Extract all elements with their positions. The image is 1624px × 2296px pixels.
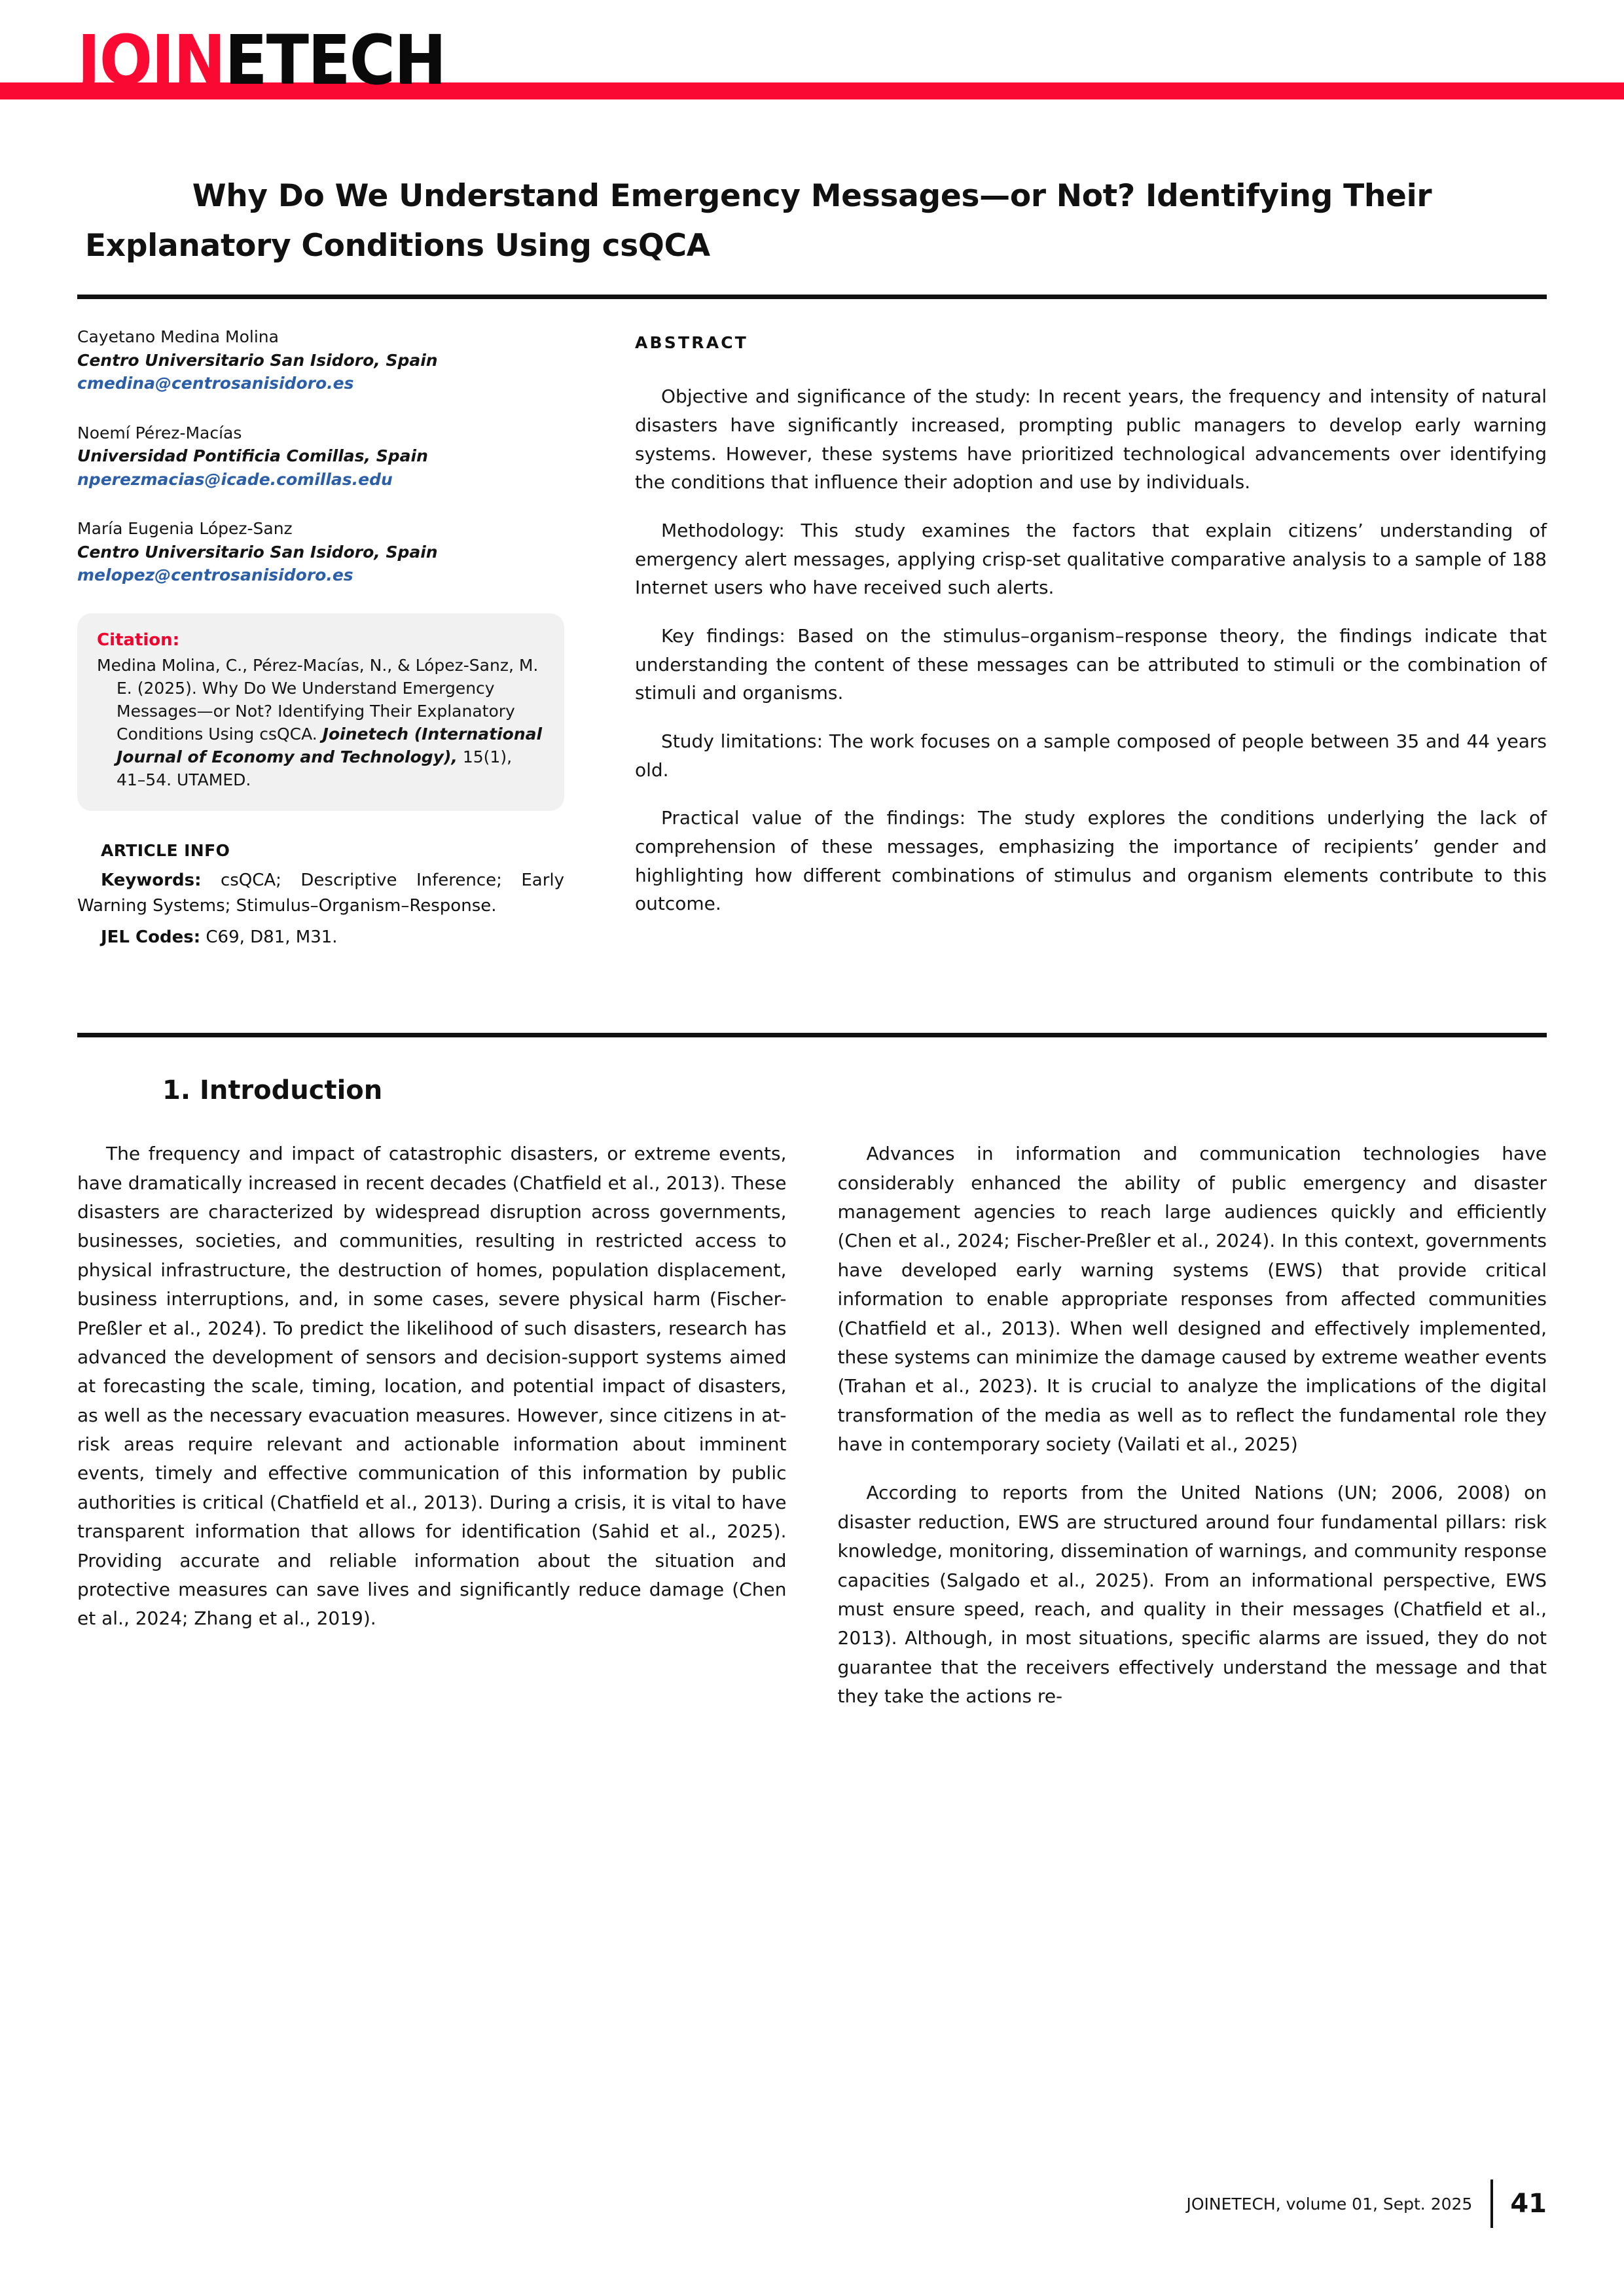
author-email-link[interactable]: melopez@centrosanisidoro.es: [77, 565, 353, 585]
header-columns: [77, 325, 1547, 956]
keywords-label: Keywords:: [101, 870, 202, 890]
jel-codes-line: [77, 925, 564, 951]
masthead: [0, 0, 1624, 118]
jel-label: JEL Codes:: [101, 927, 201, 947]
title-block: [77, 171, 1547, 271]
abstract-heading: ABSTRACT: [635, 333, 749, 353]
citation-journal-name: Joinetech (International Journal of Economy and Technology),: [117, 724, 543, 766]
section-divider: [77, 1033, 1547, 1037]
abstract-paragraph: Methodology: This study examines the factors that explain citizens’ understanding of emergency alert messages, applying crisp-set qualitative comparative analysis to a sample of 188 Internet users who have received such alerts.: [635, 519, 1547, 599]
author-affiliation: Universidad Pontificia Comillas, Spain: [77, 446, 428, 466]
page-number: 41: [1510, 2189, 1547, 2219]
jel-value: C69, D81, M31.: [206, 927, 338, 947]
title-divider: [77, 295, 1547, 299]
author-column: [77, 325, 601, 956]
citation-box: [77, 613, 564, 811]
abstract-paragraph: Practical value of the findings: The study explores the conditions underlying the lack of comprehension of these messages, emphasizing the importance of recipients’ gender and highlighting how different combinations of stimulus and organism elements contribute to this outcome.: [635, 807, 1547, 915]
citation-part-1: Medina Molina, C., Pérez-Macías, N., & López-Sanz, M. E. (2025). Why Do We Understand Emergency Messages—or Not? Identifying Their Explanatory Conditions Using csQCA.: [97, 655, 539, 744]
body-paragraph: Advances in information and communication technologies have considerably enhanced the ability of public emergency and disaster management agencies to reach large audiences quickly and efficiently (Chen et al., 2024; Fischer-Preßler et al., 2024). In this context, governments have developed early warning systems (EWS) that provide critical information to enable appropriate responses from affected communities (Chatfield et al., 2013). When well designed and effectively implemented, these systems can minimize the damage caused by extreme weather events (Trahan et al., 2023). It is crucial to analyze the implications of the digital transformation of the media as well as to reflect the fundamental role they have in contemporary society (Vailati et al., 2025): [837, 1143, 1547, 1456]
page-footer: [77, 2179, 1547, 2228]
logo-text-etech: ETECH: [225, 20, 446, 100]
keywords-line: [77, 868, 564, 920]
citation-text: [97, 654, 545, 791]
body-column-left: [77, 1139, 787, 1731]
author-affiliation: Centro Universitario San Isidoro, Spain: [77, 350, 438, 370]
abstract-paragraph: Key findings: Based on the stimulus–organism–response theory, the findings indicate that understanding the content of these messages can be attributed to stimuli or the combination of stimuli and organisms.: [635, 624, 1547, 704]
author-name: María Eugenia López-Sanz: [77, 519, 293, 539]
abstract-paragraph: Study limitations: The work focuses on a sample composed of people between 35 and 44 years old.: [635, 730, 1547, 781]
citation-label: Citation:: [97, 630, 180, 650]
article-info-heading: ARTICLE INFO: [101, 840, 230, 860]
page-title: [85, 171, 1539, 271]
abstract-paragraph: Objective and significance of the study: In recent years, the frequency and intensity of natural disasters have significantly increased, prompting public managers to develop early warning systems. However, these systems have prioritized technological advancements over identifying the conditions that influence their adoption and use by individuals.: [635, 386, 1547, 493]
body-column-right: [838, 1139, 1547, 1731]
author-name: Cayetano Medina Molina: [77, 327, 279, 347]
author-email-link[interactable]: cmedina@centrosanisidoro.es: [77, 374, 354, 393]
footer-journal-info: JOINETECH, volume 01, Sept. 2025: [1186, 2194, 1473, 2214]
body-paragraph: The frequency and impact of catastrophic disasters, or extreme events, have dramatically increased in recent decades (Chatfield et al., 2013). These disasters are characterized by widespread disruption across governments, businesses, societies, and communities, resulting in restricted access to physical infrastructure, the destruction of homes, population displacement, business interruptions, and, in some cases, severe physical harm (Fischer-Preßler et al., 2024). To predict the likelihood of such disasters, research has advanced the development of sensors and decision-support systems aimed at forecasting the scale, timing, location, and potential impact of disasters, as well as the necessary evacuation measures. However, since citizens in at-risk areas require relevant and actionable information about imminent events, timely and effective communication of this information by public authorities is critical (Chatfield et al., 2013). During a crisis, it is vital to have transparent information that allows for identification (Sahid et al., 2025). Providing accurate and reliable information about the situation and protective measures can save lives and significantly reduce damage (Chen et al., 2024; Zhang et al., 2019).: [77, 1143, 787, 1630]
author-entry: [77, 422, 564, 492]
title-line-2: Explanatory Conditions Using csQCA: [85, 228, 710, 264]
section-heading-introduction: 1. Introduction: [162, 1075, 383, 1106]
journal-logo: [77, 20, 446, 100]
author-entry: [77, 325, 564, 395]
page-body: [0, 171, 1624, 1731]
author-affiliation: Centro Universitario San Isidoro, Spain: [77, 542, 438, 562]
body-columns: [77, 1139, 1547, 1731]
article-info-block: [77, 841, 564, 951]
logo-text-join: JOIN: [77, 20, 225, 100]
introduction-section: [77, 1033, 1547, 1731]
title-line-1: Why Do We Understand Emergency Messages—or Not? Identifying Their: [192, 178, 1432, 214]
body-paragraph: According to reports from the United Nations (UN; 2006, 2008) on disaster reduction, EWS are structured around four fundamental pillars: risk knowledge, monitoring, dissemination of warnings, and community response capacities (Salgado et al., 2025). From an informational perspective, EWS must ensure speed, reach, and quality in their messages (Chatfield et al., 2013). Although, in most situations, specific alarms are issued, they do not guarantee that the receivers effectively understand the message and that they take the actions re-: [837, 1482, 1547, 1708]
author-email-link[interactable]: nperezmacias@icade.comillas.edu: [77, 469, 393, 489]
author-name: Noemí Pérez-Macías: [77, 423, 242, 442]
author-entry: [77, 517, 564, 587]
abstract-column: [601, 325, 1547, 918]
citation-part-2: 15(1), 41–54. UTAMED.: [117, 747, 513, 789]
keywords-value: csQCA; Descriptive Inference; Early Warning Systems; Stimulus–Organism–Response.: [77, 870, 564, 916]
